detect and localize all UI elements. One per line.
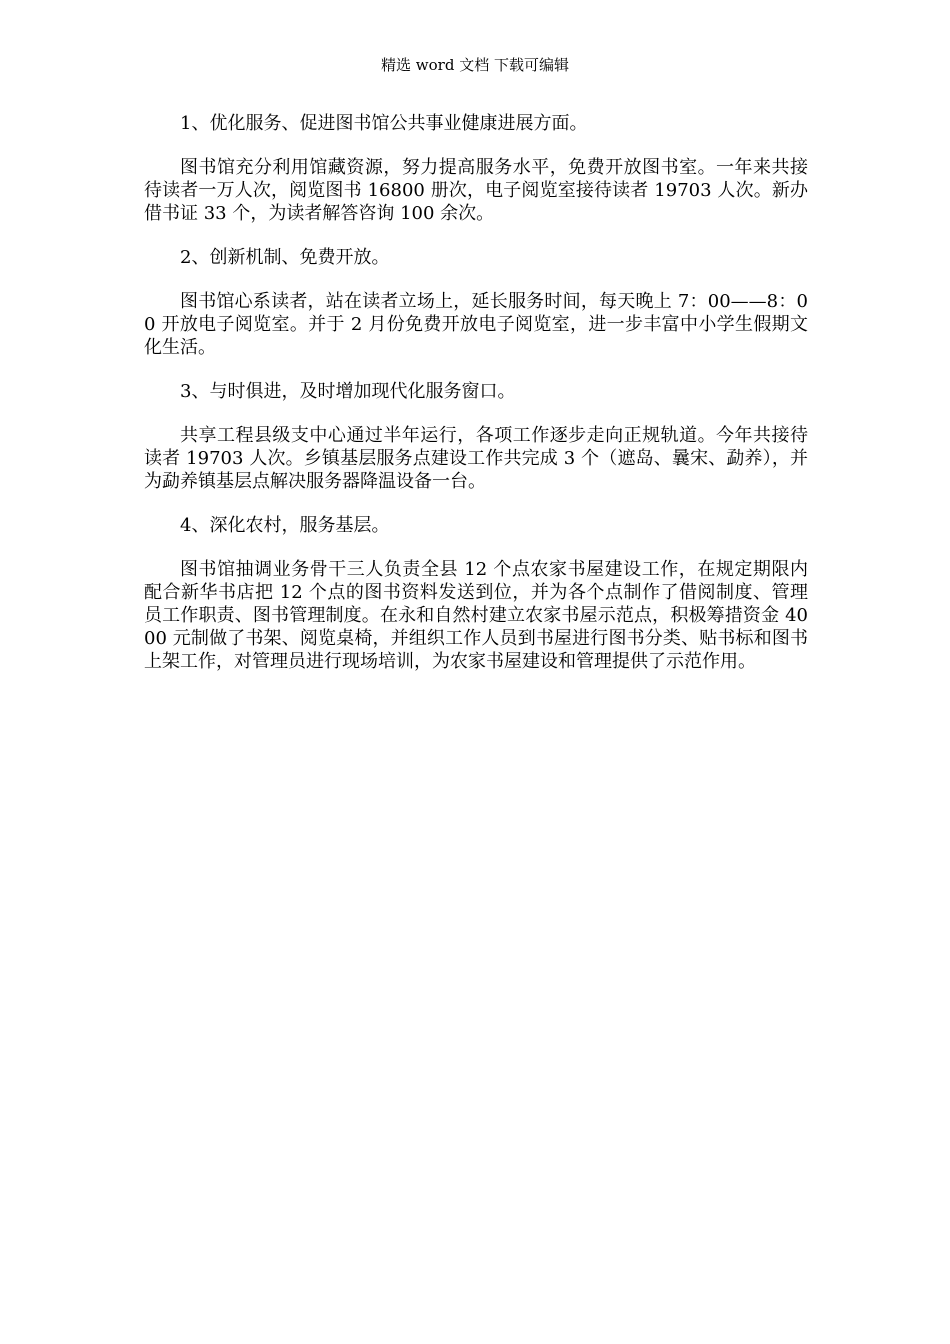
document-body [144,112,808,694]
section-heading-2: 2、创新机制、免费开放。 [180,247,390,268]
paragraph-1: 图书馆充分利用馆藏资源，努力提高服务水平，免费开放图书室。一年来共接待读者一万人次，阅览图书 16800 册次，电子阅览室接待读者 19703 人次。新办借书证 33 个，为读者解答咨询 100 余次。 [144,157,808,224]
paragraph-3: 共享工程县级支中心通过半年运行，各项工作逐步走向正规轨道。今年共接待读者 19703 人次。乡镇基层服务点建设工作共完成 3 个（遮岛、曩宋、勐养），并为勐养镇基层点解决服务器降温设备一台。 [144,425,808,492]
section-heading-4: 4、深化农村，服务基层。 [180,515,390,536]
section-heading-3: 3、与时俱进，及时增加现代化服务窗口。 [180,381,516,402]
section-heading-1: 1、优化服务、促进图书馆公共事业健康进展方面。 [180,113,588,134]
paragraph-4: 图书馆抽调业务骨干三人负责全县 12 个点农家书屋建设工作，在规定期限内配合新华书店把 12 个点的图书资料发送到位，并为各个点制作了借阅制度、管理员工作职责、图书管理制度。在永和自然村建立农家书屋示范点，积极筹措资金 4000 元制做了书架、阅览桌椅，并组织工作人员到书屋进行图书分类、贴书标和图书上架工作，对管理员进行现场培训，为农家书屋建设和管理提供了示范作用。 [144,559,808,672]
page-header: 精选 word 文档 下载可编辑 [381,56,569,74]
paragraph-2: 图书馆心系读者，站在读者立场上，延长服务时间，每天晚上 7：00——8：00 开放电子阅览室。并于 2 月份免费开放电子阅览室，进一步丰富中小学生假期文化生活。 [144,291,808,358]
